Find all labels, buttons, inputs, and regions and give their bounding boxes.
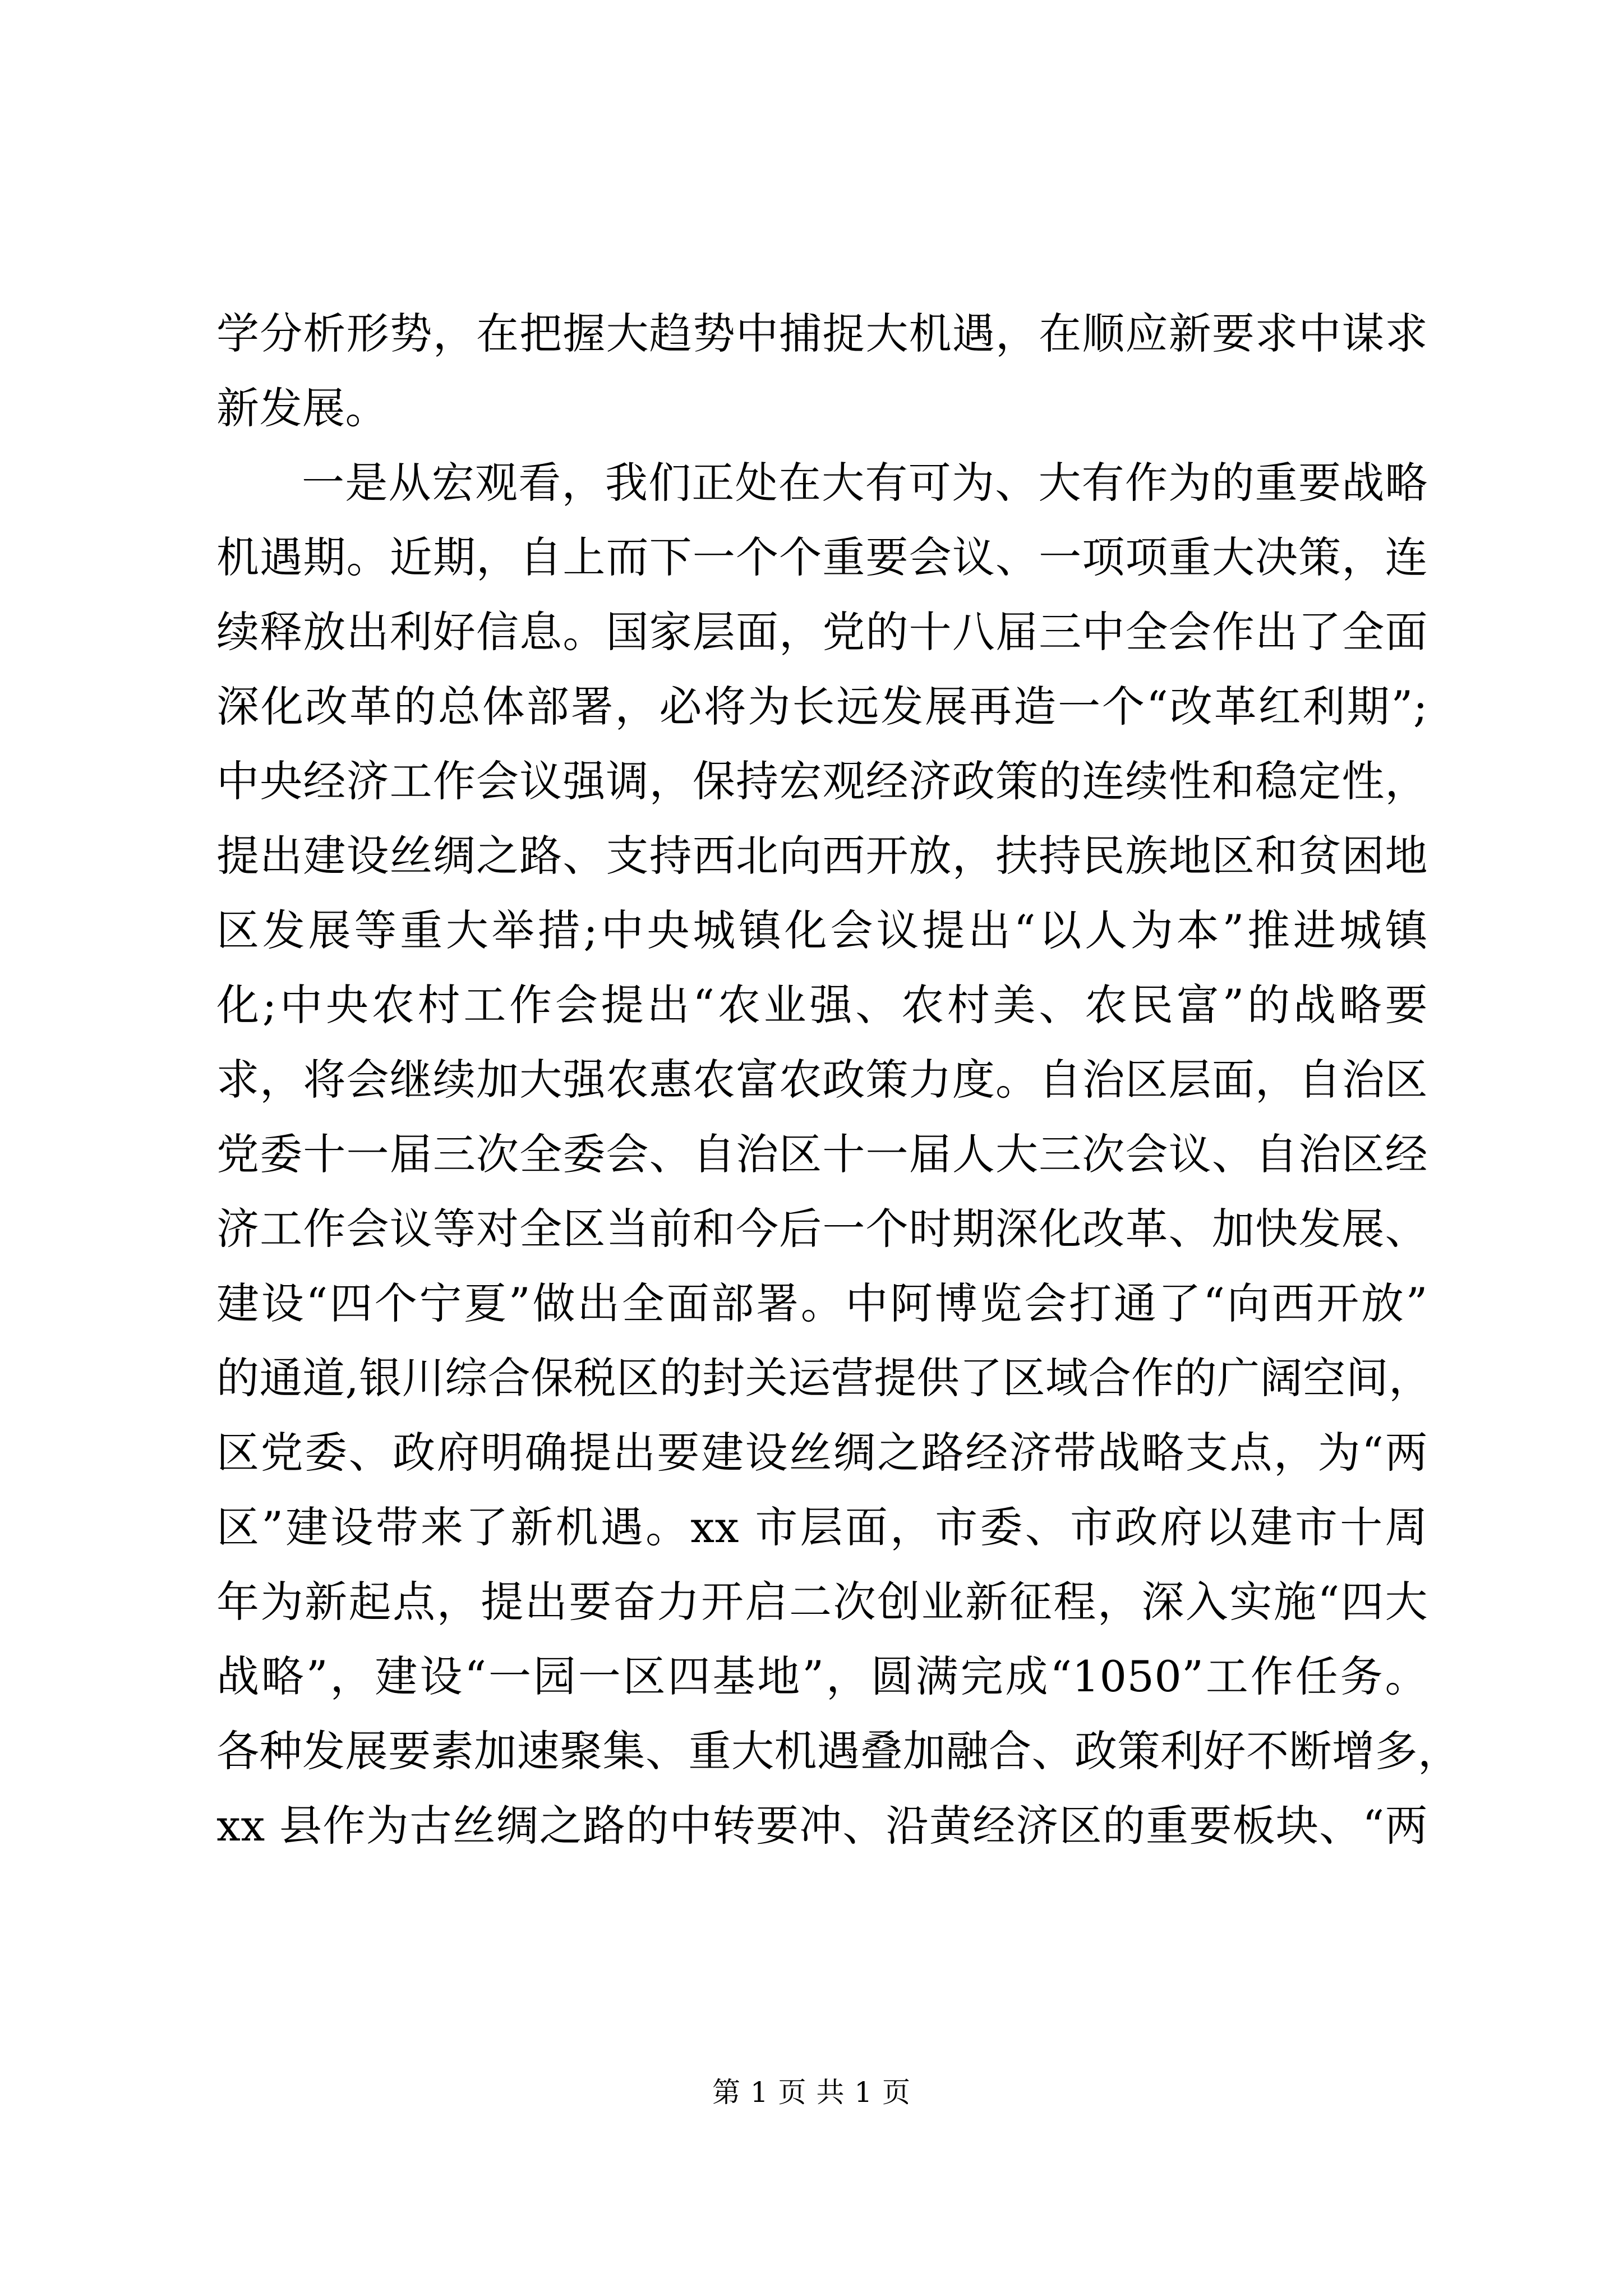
text-line: 学分析形势，在把握大趋势中捕捉大机遇，在顺应新要求中谋求 [216,309,1428,358]
text-line: 续释放出利好信息。国家层面，党的十八届三中全会作出了全面 [216,607,1428,657]
text-line: 化;中央农村工作会提出“农业强、农村美、农民富”的战略要 [216,980,1428,1030]
text-line: 提出建设丝绸之路、支持西北向西开放，扶持民族地区和贫困地 [216,831,1428,881]
text-line: 战略”，建设“一园一区四基地”，圆满完成“1050”工作任务。 [216,1651,1428,1701]
text-line: 区发展等重大举措;中央城镇化会议提出“以人为本”推进城镇 [216,905,1428,955]
text-line: 新发展。 [216,383,388,433]
text-line: 建设“四个宁夏”做出全面部署。中阿博览会打通了“向西开放” [216,1278,1428,1328]
text-line: 各种发展要素加速聚集、重大机遇叠加融合、政策利好不断增多， [216,1726,1461,1776]
text-line: 深化改革的总体部署，必将为长远发展再造一个“改革红利期”; [216,682,1428,731]
paragraph-2 [216,445,1461,1863]
text-line: xx 县作为古丝绸之路的中转要冲、沿黄经济区的重要板块、“两 [216,1801,1428,1851]
text-line: 区党委、政府明确提出要建设丝绸之路经济带战略支点，为“两 [216,1428,1428,1478]
text-line: 党委十一届三次全委会、自治区十一届人大三次会议、自治区经 [216,1129,1428,1179]
text-line: 一是从宏观看，我们正处在大有可为、大有作为的重要战略 [302,458,1428,508]
body-text [216,296,1461,1863]
text-line: 求，将会继续加大强农惠农富农政策力度。自治区层面，自治区 [216,1055,1428,1105]
text-line: 年为新起点，提出要奋力开启二次创业新征程，深入实施“四大 [216,1577,1428,1627]
page-footer [0,2076,1623,2109]
text-line: 机遇期。近期，自上而下一个个重要会议、一项项重大决策，连 [216,532,1428,582]
text-line: 的通道,银川综合保税区的封关运营提供了区域合作的广阔空间， [216,1353,1432,1403]
text-line: 中央经济工作会议强调，保持宏观经济政策的连续性和稳定性， [216,756,1428,806]
page-number: 第 1 页 共 1 页 [712,2076,911,2109]
text-line: 区”建设带来了新机遇。xx 市层面，市委、市政府以建市十周 [216,1502,1428,1552]
text-line: 济工作会议等对全区当前和今后一个时期深化改革、加快发展、 [216,1204,1428,1254]
paragraph-1 [216,296,1428,445]
